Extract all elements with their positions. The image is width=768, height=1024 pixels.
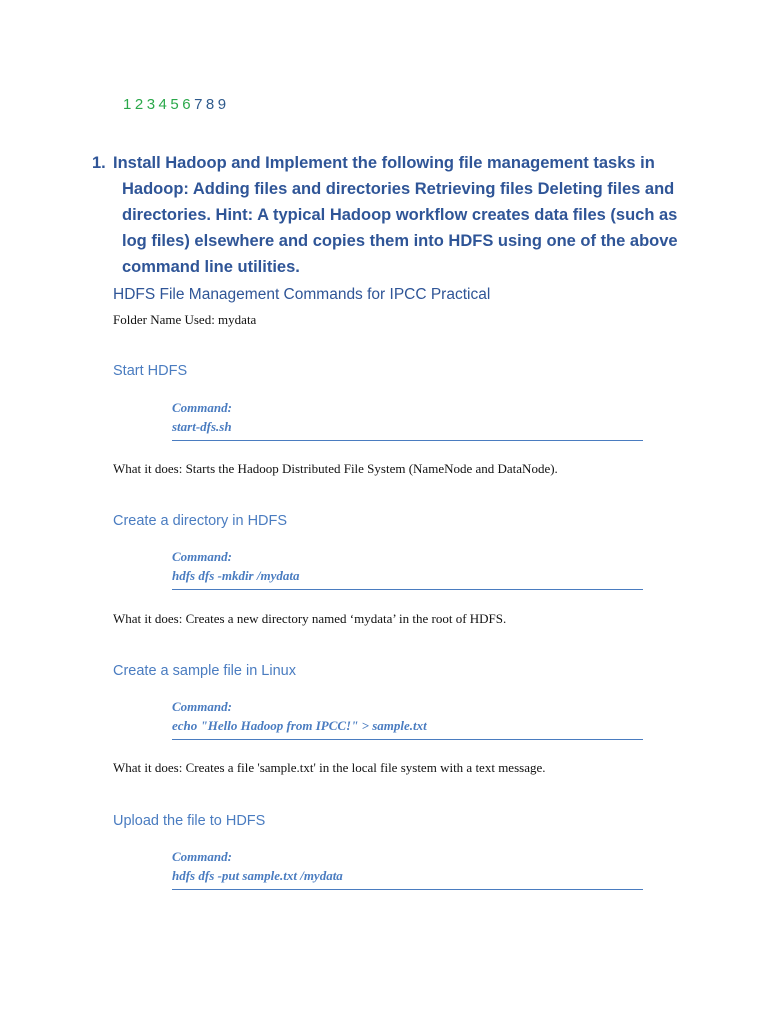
folder-note: Folder Name Used: mydata: [113, 312, 257, 327]
command-text: hdfs dfs -mkdir /mydata: [172, 568, 300, 583]
question-number: 1.: [92, 154, 106, 172]
step-description-create-directory: What it does: Creates a new directory named ‘mydata’ in the root of HDFS.: [113, 611, 507, 626]
page-link-6[interactable]: 6: [182, 96, 192, 113]
page-link-2[interactable]: 2: [134, 96, 144, 113]
command-label: Command:: [172, 849, 232, 864]
section-title: HDFS File Management Commands for IPCC Practical: [113, 286, 491, 303]
command-label: Command:: [172, 549, 232, 564]
step-heading-create-directory: Create a directory in HDFS: [113, 513, 288, 529]
step-description-create-sample-file: What it does: Creates a file 'sample.txt' in the local file system with a text message.: [113, 760, 546, 775]
page-link-3[interactable]: 3: [146, 96, 156, 113]
command-text: hdfs dfs -put sample.txt /mydata: [172, 868, 343, 883]
command-text: echo "Hello Hadoop from IPCC!" > sample.txt: [172, 718, 427, 733]
step-heading-start-hdfs: Start HDFS: [113, 363, 188, 379]
page-link-4[interactable]: 4: [158, 96, 168, 113]
step-description-start-hdfs: What it does: Starts the Hadoop Distributed File System (NameNode and DataNode).: [113, 461, 558, 476]
question-heading: [92, 150, 702, 280]
page-link-5[interactable]: 5: [170, 96, 180, 113]
step-heading-create-sample-file: Create a sample file in Linux: [113, 663, 296, 679]
question-text: Install Hadoop and Implement the following file management tasks in Hadoop: Adding files and directories Retrieving files Deleting files and directories. Hint: A typical Hadoop workflow creates data files (such as log files) elsewhere and copies them into HDFS using one of the above command line utilities.: [113, 154, 678, 276]
command-label: Command:: [172, 699, 232, 714]
command-block-start-hdfs: [172, 398, 643, 441]
page-link-1[interactable]: 1: [123, 96, 132, 113]
page-link-9[interactable]: 9: [217, 96, 227, 113]
step-heading-upload-file: Upload the file to HDFS: [113, 813, 266, 829]
page-number-links: [123, 96, 230, 113]
command-block-create-directory: [172, 547, 643, 590]
command-label: Command:: [172, 400, 232, 415]
command-block-upload-file: [172, 847, 643, 890]
command-text: start-dfs.sh: [172, 419, 232, 434]
command-block-create-sample-file: [172, 697, 643, 740]
page-link-7[interactable]: 7: [194, 96, 203, 113]
page-link-8[interactable]: 8: [205, 96, 215, 113]
